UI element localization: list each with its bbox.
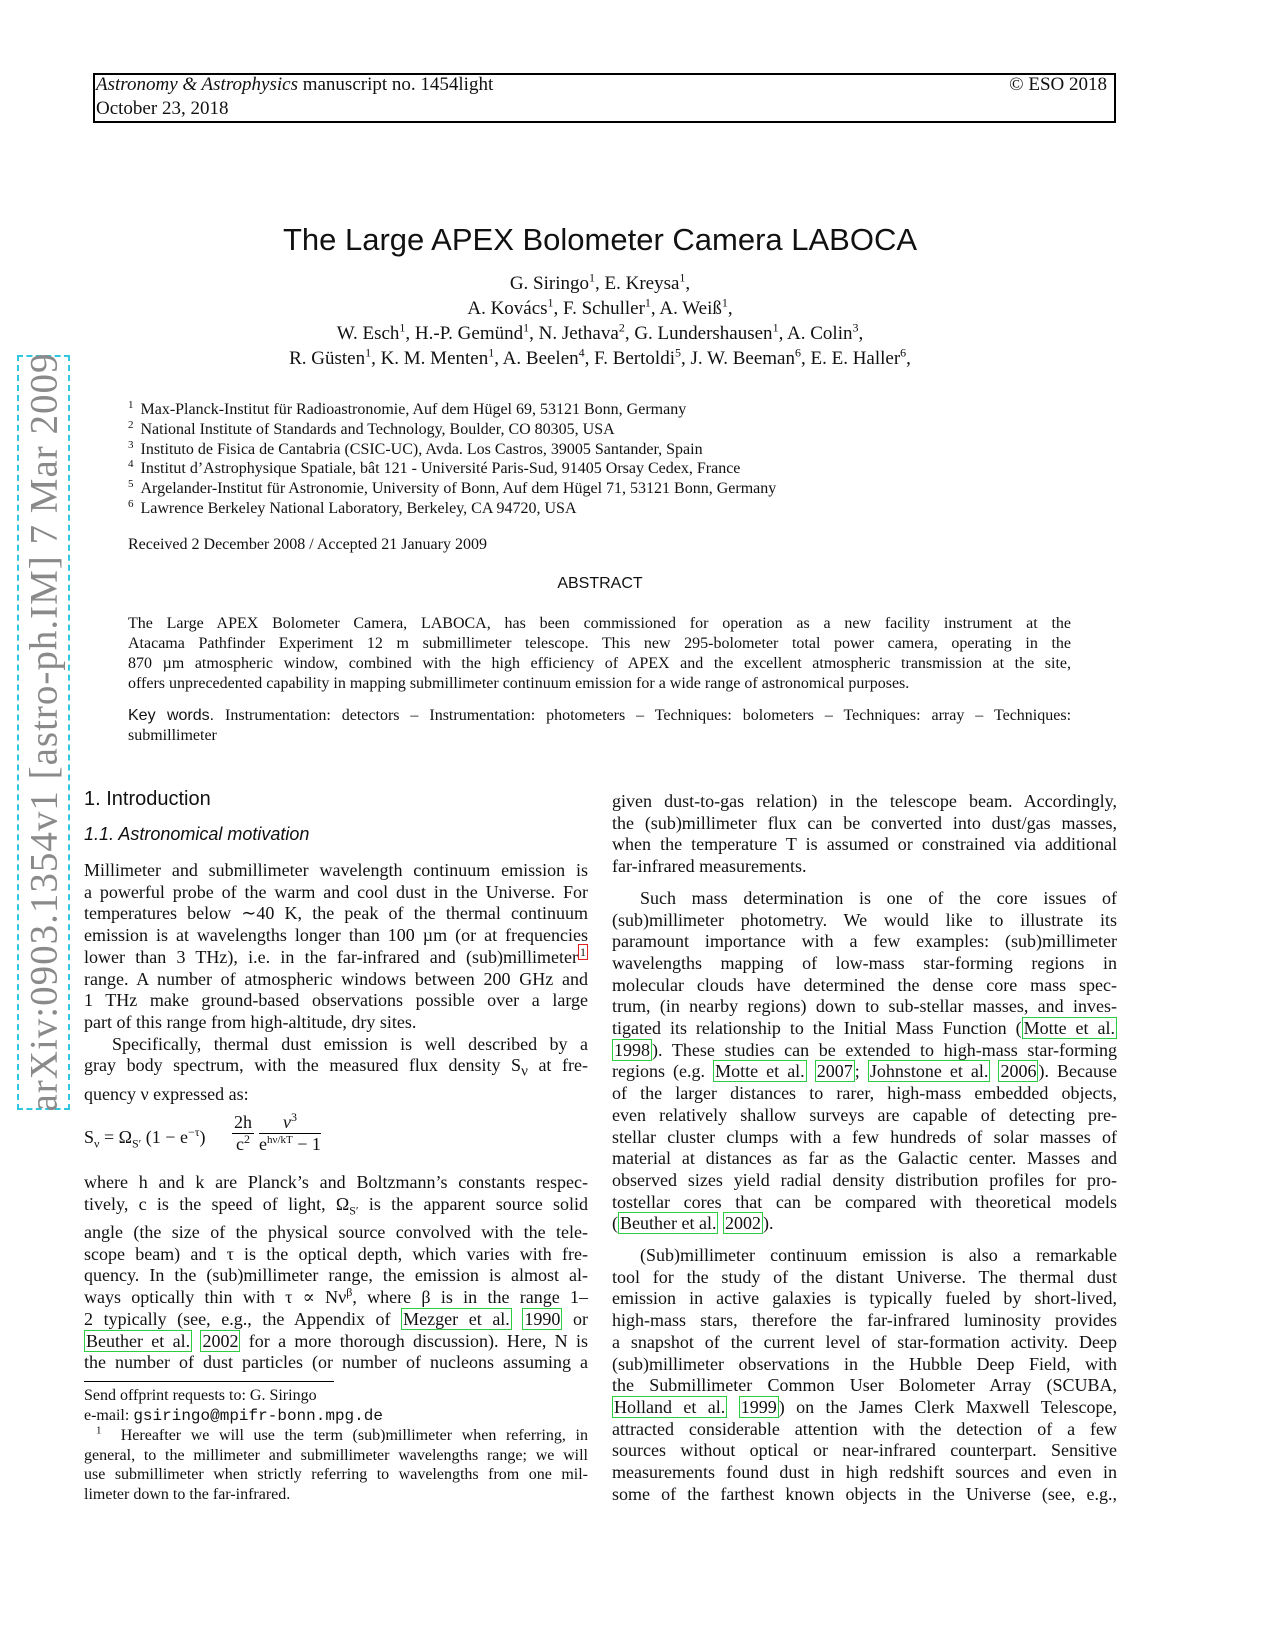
text-line	[84, 1194, 588, 1222]
text-line: attracted considerable attention with the detection of a few	[612, 1418, 1117, 1439]
affiliation-number: 6	[128, 497, 134, 510]
eq-symbol: − 1	[292, 1134, 321, 1154]
text-line: given dust-to-gas relation) in the telescope beam. Accordingly,	[612, 791, 1117, 811]
citation-link[interactable]: 1999	[740, 1396, 777, 1417]
eq-superscript: 3	[290, 1110, 297, 1124]
eq-symbol: e	[259, 1134, 267, 1154]
keywords-line	[128, 706, 1071, 726]
citation-link[interactable]: Beuther et al.	[86, 1330, 191, 1351]
text-span: ). These studies can be extended to high-mass star-forming	[652, 1039, 1117, 1060]
text-line: the number of dust particles (or number of nucleons assuming a	[84, 1352, 588, 1373]
keywords-label: Key words.	[128, 707, 215, 724]
eq-superscript: 2	[244, 1132, 250, 1146]
text-span: for a more thorough discussion). Here, N is	[248, 1330, 589, 1351]
footnote-line: general, to the millimeter and submillimeter wavelengths range; we will	[84, 1446, 588, 1464]
eq-symbol: S	[84, 1127, 95, 1147]
eq-numerator	[259, 1112, 321, 1134]
author-name: A. Colin	[787, 323, 853, 344]
author-affiliation: 1	[589, 270, 595, 285]
subscript: ν	[521, 1063, 528, 1080]
author-affiliation: 1	[399, 320, 406, 335]
equation	[84, 1112, 384, 1164]
footnote-line: limeter down to the far-infrared.	[84, 1485, 291, 1503]
affiliation-number: 3	[128, 438, 134, 451]
keywords-line: submillimeter	[128, 727, 217, 744]
text-span: ) on the James Clerk Maxwell Telescope,	[778, 1396, 1118, 1417]
affiliation-text: Instituto de Fisica de Cantabria (CSIC-UC), Avda. Los Castros, 39005 Santander, Spain	[140, 441, 703, 458]
text-line: angle (the size of the physical source convolved with the tele-	[84, 1222, 588, 1242]
author-line-4: R. Güsten$^1$, K. M. Menten$^1$, A. Beelen$^4$, F. Bertoldi$^5$, J. W. Beeman$^6$, E. E. Haller$^6$,	[289, 345, 911, 369]
affiliation-text: Max-Planck-Institut für Radioastronomie, Auf dem Hügel 69, 53121 Bonn, Germany	[140, 401, 687, 418]
author-affiliation: 1	[772, 320, 779, 335]
affiliation-text: National Institute of Standards and Technology, Boulder, CO 80305, USA	[140, 421, 615, 438]
text-line: of the larger distances to rarer, high-mass embedded objects,	[612, 1083, 1117, 1104]
email-note	[84, 1406, 588, 1427]
text-line: even relatively shallow surveys are capable of detecting pre-	[612, 1104, 1117, 1125]
text-span: 2 typically (see, e.g., the Appendix of	[84, 1308, 391, 1329]
eq-symbol: (1 − e	[141, 1127, 188, 1147]
received-accepted-dates: Received 2 December 2008 / Accepted 21 January 2009	[128, 536, 487, 553]
text-span: tigated its relationship to the Initial Mass Function (	[612, 1018, 1022, 1039]
author-affiliation: 1	[679, 270, 686, 285]
eq-subscript: ν	[94, 1136, 100, 1151]
paragraph	[84, 860, 588, 1034]
footnote-line	[84, 1426, 588, 1446]
author-affiliation: 3	[852, 320, 859, 335]
text-line: tool for the study of the distant Universe. The thermal dust	[612, 1266, 1117, 1287]
text-line: scope beam) and τ is the optical depth, which varies with fre-	[84, 1243, 588, 1264]
author-name: G. Siringo	[509, 273, 589, 294]
citation-link[interactable]: 2002	[724, 1213, 761, 1234]
author-name: F. Schuller	[563, 298, 645, 319]
affiliation-number: 2	[128, 418, 134, 431]
manuscript-date: October 23, 2018	[96, 98, 229, 119]
eq-denominator	[232, 1134, 254, 1155]
text-span: regions (e.g.	[612, 1061, 706, 1082]
equation-lhs	[84, 1127, 206, 1152]
affiliation-5	[128, 477, 777, 498]
copyright-text: ESO 2018	[1028, 74, 1107, 95]
text-span: is the apparent source solid	[358, 1193, 588, 1214]
text-line: a snapshot of the current level of star-formation activity. Deep	[612, 1331, 1117, 1352]
affiliation-number: 1	[128, 398, 134, 411]
abstract-line: Atacama Pathfinder Experiment 12 m submillimeter telescope. This new 295-bolometer total power camera, operating in the	[128, 635, 1071, 652]
author-name: H.-P. Gemünd	[414, 323, 524, 344]
text-line: quency. In the (sub)millimeter range, the emission is almost al-	[84, 1265, 588, 1286]
citation-link[interactable]: Holland et al.	[614, 1396, 726, 1417]
paragraph	[84, 1034, 588, 1106]
left-column-cont	[84, 1172, 588, 1374]
citation-link[interactable]: Beuther et al.	[620, 1213, 717, 1234]
author-name: A. Weiß	[659, 298, 722, 319]
text-line: (sub)millimeter observations in the Hubble Deep Field, with	[612, 1353, 1117, 1374]
author-name: G. Lundershausen	[634, 323, 773, 344]
text-line: wavelengths mapping of low-mass star-forming regions in	[612, 952, 1117, 973]
text-line: 1 THz make ground-based observations possible over a large	[84, 990, 588, 1011]
affiliation-1	[128, 398, 687, 419]
email-label: e-mail:	[84, 1406, 130, 1424]
text-line: part of this range from high-altitude, dry sites.	[84, 1011, 417, 1032]
author-name: K. M. Menten	[380, 348, 489, 369]
affiliation-3	[128, 438, 703, 459]
text-span: ).	[762, 1213, 774, 1234]
text-line: Millimeter and submillimeter wavelength continuum emission is	[84, 860, 588, 880]
eq-symbol: c	[236, 1134, 244, 1154]
right-column	[612, 791, 1117, 1506]
equation-fraction-2	[259, 1112, 321, 1155]
author-name: A. Beelen	[502, 348, 579, 369]
text-line: ( Beuther et al. 2002 ).	[612, 1213, 774, 1234]
text-line: emission in active galaxies is typically fueled by short-lived,	[612, 1288, 1117, 1309]
text-line: trum, (in nearby regions) down to sub-stellar masses, and inves-	[612, 996, 1117, 1017]
affiliation-2	[128, 418, 615, 439]
journal-line	[96, 74, 493, 96]
text-line: (Sub)millimeter continuum emission is also a remarkable	[640, 1245, 1117, 1266]
affiliation-4	[128, 457, 741, 478]
eq-symbol: ν	[282, 1112, 291, 1132]
abstract-line: The Large APEX Bolometer Camera, LABOCA, has been commissioned for operation as a new facility instrument at the	[128, 615, 1071, 632]
text-line: the (sub)millimeter flux can be converted into dust/gas masses,	[612, 812, 1117, 833]
affiliation-text: Institut d’Astrophysique Spatiale, bât 121 - Université Paris-Sud, 91405 Orsay Cedex, France	[140, 460, 741, 477]
author-affiliation: 4	[578, 345, 585, 360]
author-name: F. Bertoldi	[594, 348, 675, 369]
text-line: a powerful probe of the warm and cool dust in the Universe. For	[84, 881, 588, 902]
eq-superscript: −τ	[187, 1125, 200, 1139]
affiliation-text: Argelander-Institut für Astronomie, University of Bonn, Auf dem Hügel 71, 53121 Bonn, Germany	[140, 480, 777, 497]
manuscript-number: manuscript no. 1454light	[302, 74, 494, 95]
text-span: , where β is in the range 1–	[352, 1287, 588, 1308]
affiliation-6	[128, 497, 577, 518]
text-line: the Submillimeter Common User Bolometer Array (SCUBA,	[612, 1375, 1117, 1396]
text-span: ;	[854, 1061, 860, 1082]
text-span: tively, c is the speed of light, Ω	[84, 1193, 350, 1214]
text-span: or	[573, 1308, 589, 1329]
text-line: quency ν expressed as:	[84, 1083, 249, 1104]
text-line: range. A number of atmospheric windows between 200 GHz and	[84, 968, 588, 989]
text-span: gray body spectrum, with the measured flux density S	[84, 1055, 522, 1076]
citation-link[interactable]: 2002	[202, 1330, 239, 1351]
footnote-link[interactable]: 1	[580, 944, 586, 959]
subsection-heading: 1.1. Astronomical motivation	[84, 824, 310, 844]
left-column	[84, 860, 588, 1105]
offprint-note: Send offprint requests to: G. Siringo	[84, 1387, 317, 1404]
author-line-2: A. Kovács$^1$, F. Schuller$^1$, A. Weiß$^1$,	[467, 295, 733, 319]
eq-numerator: 2h	[234, 1112, 252, 1132]
text-line	[84, 1331, 588, 1353]
text-span: ). Because	[1038, 1061, 1118, 1082]
section-heading: 1. Introduction	[84, 788, 211, 810]
author-name: W. Esch	[336, 323, 400, 344]
citation-link[interactable]: Motte et al.	[715, 1061, 805, 1082]
author-name: E. Kreysa	[604, 273, 680, 294]
author-name: J. W. Beeman	[690, 348, 795, 369]
abstract-line: offers unprecedented capability in mapping submillimeter continuum emission for a wide range of astronomical purposes.	[128, 675, 910, 692]
author-affiliation: 1	[721, 295, 728, 310]
author-affiliation: 6	[794, 345, 801, 360]
text-line: when the temperature T is assumed or constrained via additional	[612, 834, 1117, 855]
eq-symbol: = Ω	[99, 1127, 132, 1147]
equation-fraction-1	[232, 1112, 254, 1155]
abstract-heading: ABSTRACT	[557, 575, 643, 592]
arxiv-stamp: arXiv:0903.1354v1 [astro-ph.IM] 7 Mar 2009	[22, 352, 66, 1112]
citation-link[interactable]: Motte et al.	[1023, 1018, 1115, 1039]
keywords-text: Instrumentation: detectors – Instrumentation: photometers – Techniques: bolometers – Techniques: array – Techniques:	[225, 707, 1072, 724]
text-line: high-mass stars, therefore the far-infrared luminosity provides	[612, 1310, 1117, 1331]
keywords	[128, 706, 1071, 746]
eq-subscript: S′	[131, 1136, 142, 1151]
text-line	[84, 1309, 588, 1331]
text-line	[84, 1055, 588, 1083]
author-name: A. Kovács	[467, 298, 548, 319]
text-line	[612, 1397, 1117, 1419]
footnote-text: Hereafter we will use the term (sub)millimeter when referring, in	[120, 1427, 588, 1444]
author-affiliation: 1	[488, 345, 495, 360]
text-line: observed sizes yield radial density distribution profiles for pro-	[612, 1169, 1117, 1190]
subscript: S′	[349, 1203, 359, 1218]
paper-title: The Large APEX Bolometer Camera LABOCA	[282, 222, 918, 257]
author-affiliation: 1	[365, 345, 372, 360]
text-line: stellar cluster clumps with a few hundreds of solar masses of	[612, 1126, 1117, 1147]
text-line: measurements found dust in high redshift sources and even in	[612, 1462, 1117, 1483]
text-line: Specifically, thermal dust emission is well described by a	[112, 1033, 588, 1054]
text-line	[612, 1040, 1117, 1062]
abstract-line: 870 µm atmospheric window, combined with the high efficiency of APEX and the excellent atmospheric transmission at the site,	[128, 655, 1071, 672]
author-affiliation: 2	[618, 320, 625, 335]
citation-link[interactable]: 2007	[816, 1061, 853, 1082]
footnote-line: use submillimeter when strictly referring to wavelengths from one mil-	[84, 1466, 588, 1483]
text-line: molecular clouds have determined the dense core mass spec-	[612, 974, 1117, 995]
paragraph	[612, 888, 1117, 1235]
author-name: N. Jethava	[538, 323, 619, 344]
text-line: temperatures below ∼40 K, the peak of the thermal continuum	[84, 903, 588, 924]
author-affiliation: 1	[523, 320, 530, 335]
text-span: at fre-	[527, 1055, 588, 1076]
text-line: emission is at wavelengths longer than 100 µm (or at frequencies	[84, 925, 588, 946]
author-affiliation: 1	[644, 295, 651, 310]
author-line-3: W. Esch$^1$, H.-P. Gemünd$^1$, N. Jethava$^2$, G. Lundershausen$^1$, A. Colin$^3$,	[336, 320, 864, 344]
text-line	[612, 1061, 1117, 1083]
text-line: sources without optical or near-infrared counterpart. Sensitive	[612, 1440, 1117, 1461]
citation-link[interactable]: 1990	[524, 1308, 561, 1329]
email-link[interactable]: gsiringo@mpifr-bonn.mpg.de	[133, 1406, 383, 1425]
affiliation-number: 4	[128, 457, 134, 470]
copyright	[1009, 74, 1107, 96]
citation-link[interactable]: Johnstone et al.	[869, 1061, 989, 1082]
text-line: where h and k are Planck’s and Boltzmann’s constants respec-	[84, 1172, 588, 1192]
eq-symbol: )	[199, 1127, 206, 1147]
author-affiliation: 5	[674, 345, 681, 360]
text-line: material at distances as far as the Galactic center. Masses and	[612, 1148, 1117, 1169]
text-line: Such mass determination is one of the core issues of	[640, 887, 1117, 908]
text-line	[84, 944, 588, 969]
text-line: paramount importance with a few examples: (sub)millimeter	[612, 931, 1117, 952]
text-line: (sub)millimeter photometry. We would like to illustrate its	[612, 909, 1117, 930]
text-span: ways optically thin with τ ∝ Nν	[84, 1287, 347, 1308]
affiliation-number: 5	[128, 477, 134, 490]
author-name: R. Güsten	[289, 348, 366, 369]
eq-denominator	[259, 1134, 321, 1155]
text-line: far-infrared measurements.	[612, 856, 807, 877]
text-line: some of the farthest known objects in the Universe (see, e.g.,	[612, 1483, 1117, 1504]
journal-name: Astronomy & Astrophysics	[96, 74, 298, 95]
affiliation-text: Lawrence Berkeley National Laboratory, Berkeley, CA 94720, USA	[140, 500, 577, 517]
author-line-1: G. Siringo$^1$, E. Kreysa$^1$,	[509, 270, 691, 294]
eq-superscript: hν/kT	[267, 1134, 293, 1146]
citation-link[interactable]: 2006	[1000, 1061, 1037, 1082]
author-affiliation: 1	[547, 295, 554, 310]
text-span: lower than 3 THz), i.e. in the far-infrared and (sub)millimeter	[84, 946, 578, 967]
abstract-text	[128, 614, 1071, 694]
text-line: tostellar cores that can be compared with theoretical models	[612, 1191, 1117, 1212]
footnote-number: 1	[96, 1424, 102, 1437]
copyright-symbol: ©	[1009, 74, 1024, 95]
footnotes	[84, 1386, 588, 1504]
paragraph	[612, 1245, 1117, 1505]
superscript: β	[346, 1285, 353, 1300]
author-name: E. E. Haller	[810, 348, 901, 369]
author-affiliation: 6	[900, 345, 907, 360]
footnote-rule	[84, 1381, 334, 1382]
text-line	[612, 1018, 1117, 1040]
citation-link[interactable]: 1998	[614, 1039, 650, 1060]
citation-link[interactable]: Mezger et al.	[403, 1308, 510, 1329]
text-line	[84, 1287, 588, 1309]
paragraph	[612, 791, 1117, 878]
